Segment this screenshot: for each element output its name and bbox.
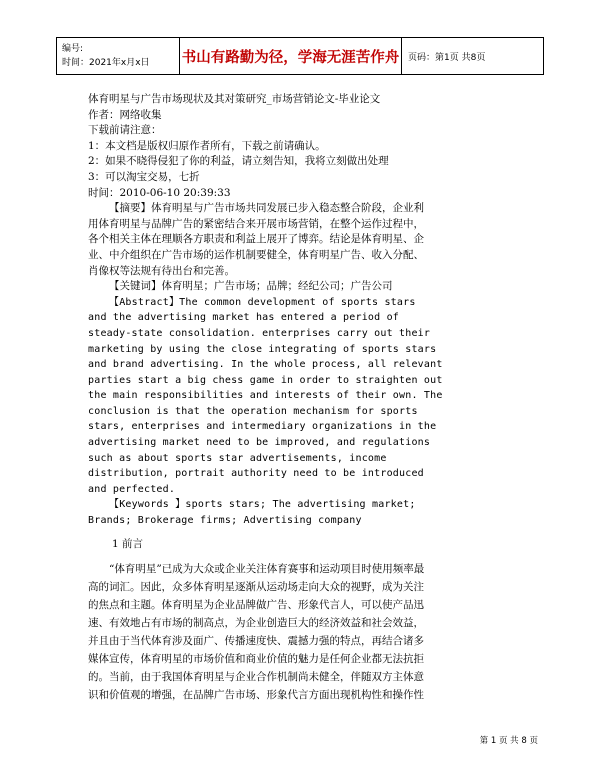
body-line: “体育明星”已成为大众或企业关注体育赛事和运动项目时使用频率最: [109, 563, 425, 575]
abstract-cn-line: 业、中介组织在广告市场的运作机制要健全，体育明星广告、收入分配、: [88, 248, 424, 261]
page-footer: 第 1 页 共 8 页: [479, 736, 538, 746]
body-line: 的。当前，由于我国体育明星与企业合作机制尚未健全，伴随双方主体意: [88, 671, 424, 683]
abstract-en: [88, 295, 528, 498]
abstract-en-line: marketing by using the close integrating of sports stars: [88, 343, 437, 355]
abstract-en-line: and brand advertising. In the whole process, all relevant: [88, 359, 443, 371]
abstract-en-line: parties start a big chess game in order to straighten out: [88, 374, 443, 386]
abstract-cn-line: 各个相关主体在理顺各方职责和利益上展开了博弈。结论是体育明星、企: [88, 233, 424, 246]
abstract-en-line: and the advertising market has entered a period of: [88, 312, 400, 324]
abstract-cn-line: 用体育明星与品牌广告的紧密结合来开展市场营销，在整个运作过程中，: [88, 217, 424, 230]
header-motto: 书山有路勤为径，学海无涯苦作舟: [180, 38, 402, 74]
doc-title: 体育明星与广告市场现状及其对策研究_市场营销论文-毕业论文: [88, 93, 381, 105]
header-table: [56, 37, 544, 75]
abstract-en-line: distribution, portrait authority need to be introduced: [88, 468, 424, 480]
abstract-en-line: stars, enterprises and intermediary organizations in the: [88, 421, 437, 433]
notice-item: 3：可以淘宝交易，七折: [88, 170, 200, 183]
header-info-cell: [57, 38, 180, 74]
abstract-cn-line: 【摘要】体育明星与广告市场共同发展已步入稳态整合阶段，企业利: [109, 202, 424, 215]
abstract-en-line: conclusion is that the operation mechanism for sports: [88, 405, 418, 417]
header-page-info: 页码：第1页 共8页: [408, 52, 486, 63]
abstract-cn-line: 肖像权等法规有待出台和完善。: [88, 264, 235, 277]
abstract-en-line: 【Abstract】The common development of sports stars: [109, 296, 416, 308]
body-line: 的焦点和主题。体育明星为企业品牌做广告、形象代言人，可以使产品迅: [88, 599, 424, 611]
keywords-en: [88, 497, 528, 528]
abstract-en-line: steady-state consolidation. enterprises carry out their: [88, 327, 431, 339]
body-line: 高的词汇。因此，众多体育明星逐渐从运动场走向大众的视野，成为关注: [88, 581, 424, 593]
abstract-en-line: the main responsibilities and interests of their own. The: [88, 390, 443, 402]
body-line: 识和价值观的增强，在品牌广告市场、形象代言方面出现机构性和操作性: [88, 689, 424, 701]
notice-item: 2：如果不晓得侵犯了你的利益，请立刻告知，我将立刻做出处理: [88, 155, 389, 168]
abstract-en-line: advertising market need to be improved, and regulations: [88, 437, 431, 449]
keywords-en-line: Brands; Brokerage firms; Advertising company: [88, 515, 362, 527]
time-line: 时间：2010-06-10 20:39:33: [88, 186, 231, 199]
body-line: 媒体宣传，体育明星的市场价值和商业价值的魅力是任何企业都无法抗拒: [88, 653, 424, 665]
body-line: 并且由于当代体育涉及面广、传播速度快、震撼力强的特点，再结合诸多: [88, 635, 424, 647]
body-paragraph: [88, 560, 528, 704]
author-line: 作者：网络收集: [88, 108, 162, 121]
meta-block: [88, 92, 528, 201]
notice-item: 1：本文档是版权归原作者所有，下载之前请确认。: [88, 139, 326, 152]
abstract-cn: [88, 201, 528, 279]
abstract-en-line: such as about sports star advertisements, income: [88, 452, 387, 464]
document-number-label: 编号:: [62, 44, 84, 54]
document-time-label: 时间：2021年x月x日: [62, 58, 150, 68]
section-heading: 1 前言: [112, 538, 144, 550]
body-line: 速、有效地占有市场的制高点，为企业创造巨大的经济效益和社会效益，: [88, 617, 424, 629]
document-content: [88, 92, 528, 529]
notice-heading: 下载前请注意：: [88, 124, 162, 137]
keywords-en-line: 【Keywords 】sports stars; The advertising market;: [109, 499, 416, 511]
keywords-cn: 【关键词】体育明星；广告市场；品牌；经纪公司；广告公司: [109, 280, 393, 293]
abstract-en-line: and perfected.: [88, 483, 176, 495]
